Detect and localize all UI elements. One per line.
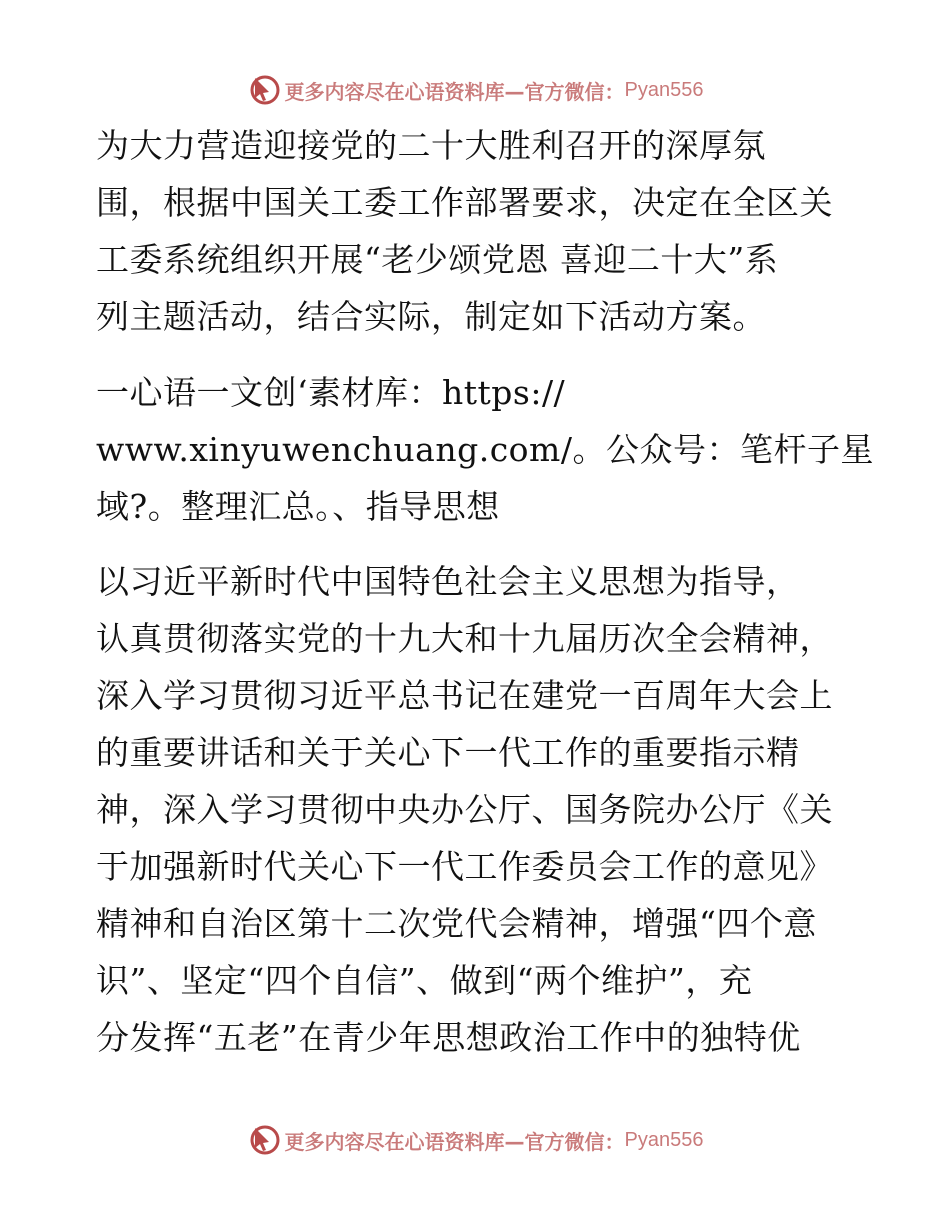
guiding-line: 分发挥“五老”在青少年思想政治工作中的独特优: [96, 1018, 801, 1057]
guiding-line: 的重要讲话和关于关心下一代工作的重要指示精: [96, 733, 800, 772]
guiding-line: 认真贯彻落实党的十九大和十九届历次全会精神，: [96, 619, 833, 658]
guiding-line: 精神和自治区第十二次党代会精神，增强“四个意: [96, 904, 817, 943]
source-line: 一心语一文创‘素材库：https://: [96, 373, 566, 412]
guiding-line: 深入学习贯彻习近平总书记在建党一百周年大会上: [96, 676, 833, 715]
guiding-line: 于加强新时代关心下一代工作委员会工作的意见》: [96, 847, 833, 886]
guiding-line: 识”、坚定“四个自信”、做到“两个维护”，充: [96, 961, 753, 1000]
intro-line: 为大力营造迎接党的二十大胜利召开的深厚氛: [96, 126, 766, 165]
watermark-banner-bottom: [0, 1120, 950, 1160]
source-line: 域?。整理汇总。、指导思想: [96, 487, 500, 526]
intro-line: 工委系统组织开展“老少颂党恩 喜迎二十大”系: [96, 240, 779, 279]
cursor-arrow-logo-icon: [247, 1122, 283, 1158]
watermark-text: 更多内容尽在心语资料库—官方微信：: [284, 1129, 625, 1154]
watermark-account: Pyan556: [624, 78, 704, 101]
watermark-account: Pyan556: [624, 1128, 704, 1151]
source-line: www.xinyuwenchuang.com/。公众号：笔杆子星: [96, 430, 874, 469]
watermark-banner-top: [0, 70, 950, 110]
watermark-text: 更多内容尽在心语资料库—官方微信：: [284, 79, 625, 104]
guiding-line: 神，深入学习贯彻中央办公厅、国务院办公厅《关: [96, 790, 833, 829]
intro-line: 围，根据中国关工委工作部署要求，决定在全区关: [96, 183, 833, 222]
guiding-line: 以习近平新时代中国特色社会主义思想为指导，: [96, 562, 800, 601]
intro-line: 列主题活动，结合实际，制定如下活动方案。: [96, 297, 766, 336]
cursor-arrow-logo-icon: [247, 72, 283, 108]
